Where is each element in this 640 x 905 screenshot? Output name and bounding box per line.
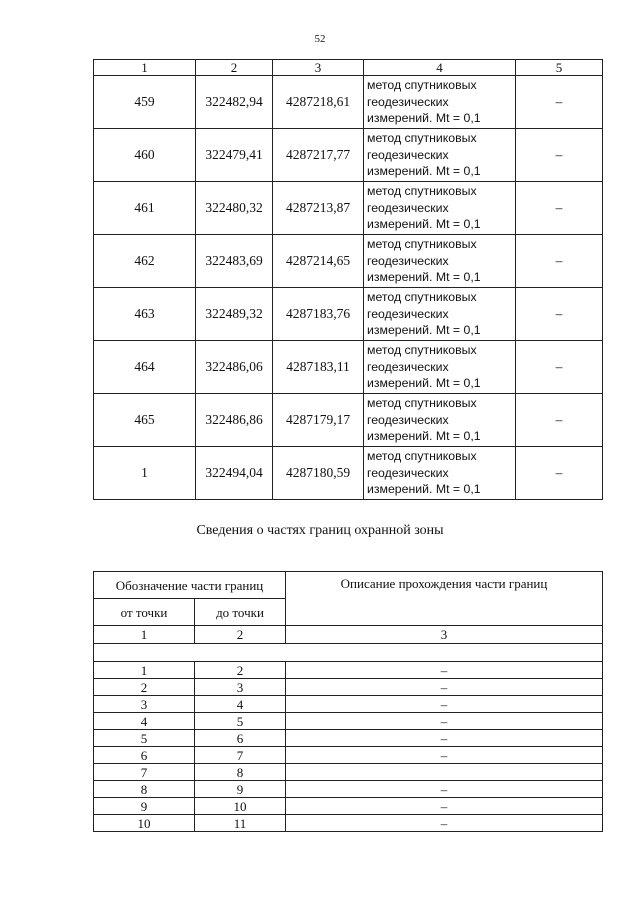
table-row (94, 696, 603, 713)
x-coordinate-cell: 322489,32 (196, 288, 273, 341)
to-point-cell: 7 (195, 747, 286, 764)
method-line: измерений. Mt = 0,1 (367, 217, 481, 232)
table-header-row (94, 572, 603, 599)
table-row (94, 288, 603, 341)
from-point-cell: 6 (94, 747, 195, 764)
from-point-cell: 8 (94, 781, 195, 798)
page-number: 52 (314, 33, 326, 45)
column-number: 1 (94, 626, 195, 644)
description-cell: – (286, 798, 603, 815)
from-point-cell: 1 (94, 662, 195, 679)
column-header: 4 (364, 60, 516, 76)
section-title: Сведения о частях границ охранной зоны (196, 523, 444, 538)
point-number-cell: 462 (94, 235, 196, 288)
point-number-cell: 464 (94, 341, 196, 394)
from-point-cell: 10 (94, 815, 195, 832)
y-coordinate-cell: 4287217,77 (273, 129, 364, 182)
method-line: геодезических (367, 359, 449, 374)
point-number-cell: 461 (94, 182, 196, 235)
coordinates-table (93, 59, 603, 500)
description-cell: – (286, 781, 603, 798)
column-header: 5 (516, 60, 603, 76)
from-point-cell: 3 (94, 696, 195, 713)
method-cell (364, 341, 516, 394)
accuracy-cell: – (516, 288, 603, 341)
designation-header: Обозначение части границ (94, 572, 286, 599)
column-number-row (94, 626, 603, 644)
x-coordinate-cell: 322494,04 (196, 447, 273, 500)
to-point-cell: 4 (195, 696, 286, 713)
method-line: геодезических (367, 253, 449, 268)
accuracy-cell: – (516, 341, 603, 394)
description-cell: – (286, 730, 603, 747)
from-point-cell: 2 (94, 679, 195, 696)
method-line: геодезических (367, 306, 449, 321)
method-line: измерений. Mt = 0,1 (367, 111, 481, 126)
method-line: метод спутниковых (367, 449, 477, 464)
method-line: метод спутниковых (367, 78, 477, 93)
point-number-cell: 465 (94, 394, 196, 447)
table-header-row (94, 60, 603, 76)
from-point-cell: 4 (94, 713, 195, 730)
method-cell (364, 76, 516, 129)
from-point-header: от точки (94, 599, 195, 626)
accuracy-cell: – (516, 182, 603, 235)
from-point-cell: 9 (94, 798, 195, 815)
point-number-cell: 459 (94, 76, 196, 129)
table-row (94, 394, 603, 447)
method-line: измерений. Mt = 0,1 (367, 270, 481, 285)
y-coordinate-cell: 4287183,11 (273, 341, 364, 394)
column-number: 3 (286, 626, 603, 644)
column-header: 3 (273, 60, 364, 76)
y-coordinate-cell: 4287214,65 (273, 235, 364, 288)
table-row (94, 713, 603, 730)
table-row (94, 235, 603, 288)
table-row (94, 798, 603, 815)
table-row (94, 76, 603, 129)
to-point-cell: 2 (195, 662, 286, 679)
method-line: геодезических (367, 200, 449, 215)
description-cell: – (286, 679, 603, 696)
method-line: геодезических (367, 465, 449, 480)
method-cell (364, 129, 516, 182)
method-line: метод спутниковых (367, 290, 477, 305)
table-row (94, 815, 603, 832)
y-coordinate-cell: 4287179,17 (273, 394, 364, 447)
description-cell: – (286, 815, 603, 832)
method-line: метод спутниковых (367, 131, 477, 146)
to-point-cell: 11 (195, 815, 286, 832)
method-line: геодезических (367, 147, 449, 162)
boundary-parts-table (93, 571, 603, 832)
method-line: метод спутниковых (367, 343, 477, 358)
point-number-cell: 460 (94, 129, 196, 182)
description-cell (286, 764, 603, 781)
table-row (94, 129, 603, 182)
table-row (94, 764, 603, 781)
description-cell: – (286, 696, 603, 713)
blank-cell (94, 644, 603, 662)
from-point-cell: 5 (94, 730, 195, 747)
method-cell (364, 182, 516, 235)
accuracy-cell: – (516, 394, 603, 447)
method-line: измерений. Mt = 0,1 (367, 164, 481, 179)
x-coordinate-cell: 322483,69 (196, 235, 273, 288)
table-row (94, 730, 603, 747)
x-coordinate-cell: 322486,06 (196, 341, 273, 394)
method-line: метод спутниковых (367, 237, 477, 252)
x-coordinate-cell: 322479,41 (196, 129, 273, 182)
method-line: измерений. Mt = 0,1 (367, 429, 481, 444)
blank-row (94, 644, 603, 662)
method-line: геодезических (367, 94, 449, 109)
method-cell (364, 394, 516, 447)
table-row (94, 679, 603, 696)
method-line: метод спутниковых (367, 396, 477, 411)
to-point-cell: 5 (195, 713, 286, 730)
to-point-cell: 3 (195, 679, 286, 696)
to-point-cell: 10 (195, 798, 286, 815)
to-point-cell: 6 (195, 730, 286, 747)
method-line: метод спутниковых (367, 184, 477, 199)
table-row (94, 341, 603, 394)
description-header: Описание прохождения части границ (286, 572, 603, 626)
table-row (94, 662, 603, 679)
method-line: геодезических (367, 412, 449, 427)
to-point-cell: 8 (195, 764, 286, 781)
to-point-header: до точки (195, 599, 286, 626)
method-cell (364, 235, 516, 288)
table-row (94, 747, 603, 764)
method-cell (364, 447, 516, 500)
accuracy-cell: – (516, 235, 603, 288)
accuracy-cell: – (516, 76, 603, 129)
accuracy-cell: – (516, 447, 603, 500)
method-line: измерений. Mt = 0,1 (367, 482, 481, 497)
accuracy-cell: – (516, 129, 603, 182)
y-coordinate-cell: 4287213,87 (273, 182, 364, 235)
y-coordinate-cell: 4287183,76 (273, 288, 364, 341)
method-line: измерений. Mt = 0,1 (367, 323, 481, 338)
point-number-cell: 1 (94, 447, 196, 500)
from-point-cell: 7 (94, 764, 195, 781)
x-coordinate-cell: 322486,86 (196, 394, 273, 447)
description-cell: – (286, 713, 603, 730)
description-cell: – (286, 747, 603, 764)
column-header: 1 (94, 60, 196, 76)
table-row (94, 182, 603, 235)
point-number-cell: 463 (94, 288, 196, 341)
column-number: 2 (195, 626, 286, 644)
method-cell (364, 288, 516, 341)
x-coordinate-cell: 322482,94 (196, 76, 273, 129)
table-row (94, 781, 603, 798)
y-coordinate-cell: 4287180,59 (273, 447, 364, 500)
table-row (94, 447, 603, 500)
description-cell: – (286, 662, 603, 679)
column-header: 2 (196, 60, 273, 76)
to-point-cell: 9 (195, 781, 286, 798)
y-coordinate-cell: 4287218,61 (273, 76, 364, 129)
method-line: измерений. Mt = 0,1 (367, 376, 481, 391)
x-coordinate-cell: 322480,32 (196, 182, 273, 235)
